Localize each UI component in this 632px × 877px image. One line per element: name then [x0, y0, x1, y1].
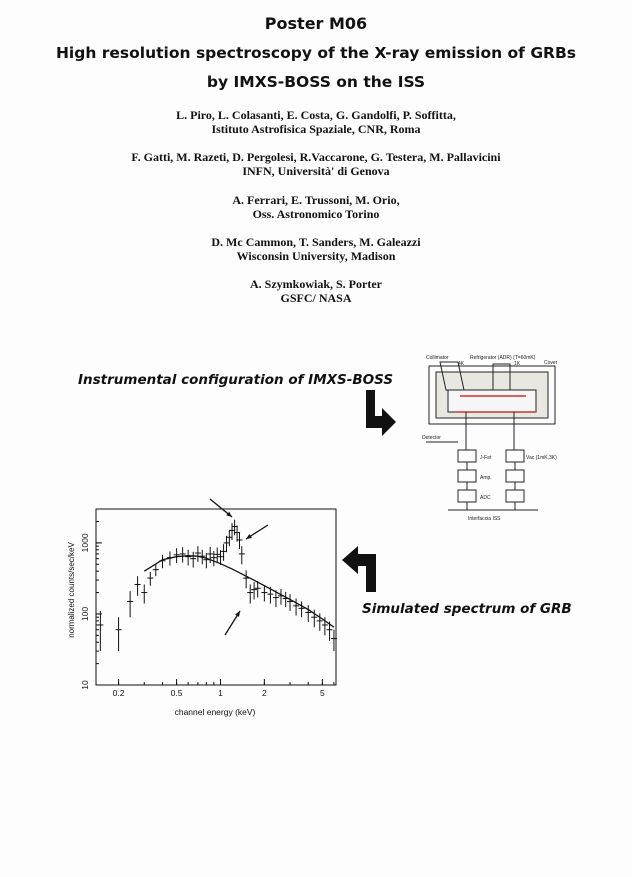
arrow-down-right-icon: [362, 388, 398, 438]
x-tick-label: 5: [320, 688, 325, 698]
x-tick-label: 0.2: [112, 688, 125, 698]
adc-box: [458, 490, 476, 502]
label-interface: Interfaccia ISS: [468, 516, 501, 522]
caption-spectrum: Simulated spectrum of GRB: [362, 601, 572, 617]
label-vac: Vac (1mK,3K): [526, 455, 557, 461]
x-tick-label: 2: [261, 688, 267, 698]
label-refrigerator: Refrigerator (ADR) (T=60mK): [470, 355, 536, 361]
label-adc: ADC: [480, 495, 491, 501]
y-tick-label: 10: [80, 680, 90, 690]
cold-stage: [448, 390, 536, 412]
author-group-3: [0, 193, 632, 221]
instrument-diagram: [418, 350, 568, 526]
poster-title-line-1: High resolution spectroscopy of the X-ray emission of GRBs: [55, 44, 577, 62]
plot-frame: [96, 509, 336, 685]
author-names: A. Ferrari, E. Trussoni, M. Orio,: [232, 193, 400, 207]
x-axis-label: channel energy (keV): [174, 707, 256, 717]
label-4k: 4K: [458, 361, 465, 367]
amp-box: [458, 470, 476, 482]
author-names: L. Piro, L. Colasanti, E. Costa, G. Gandolfi, P. Soffitta,: [176, 108, 456, 122]
author-names: F. Gatti, M. Razeti, D. Pergolesi, R.Vaccarone, G. Testera, M. Pallavicini: [131, 150, 501, 164]
label-jfet: J-Fet: [480, 455, 492, 461]
jfet-box: [458, 450, 476, 462]
y-axis-label: normalized counts/sec/keV: [67, 542, 76, 638]
label-amp: Amp.: [480, 475, 492, 481]
spectrum-chart: [60, 495, 350, 725]
x-tick-label: 1: [218, 688, 223, 698]
poster-title-line-2: by IMXS-BOSS on the ISS: [206, 73, 426, 91]
author-affiliation: Istituto Astrofisica Spaziale, CNR, Roma: [211, 122, 421, 136]
author-group-2: [0, 150, 632, 178]
label-collimator: Collimator: [426, 355, 449, 361]
author-group-5: [0, 277, 632, 305]
author-affiliation: GSFC/ NASA: [280, 291, 352, 305]
author-group-1: [0, 108, 632, 136]
author-affiliation: Oss. Astronomico Torino: [252, 207, 380, 221]
author-group-4: [0, 235, 632, 263]
caption-instrument: Instrumental configuration of IMXS-BOSS: [78, 372, 394, 388]
y-tick-label: 1000: [80, 533, 90, 553]
y-tick-label: 100: [80, 606, 90, 622]
vac-box: [506, 450, 524, 462]
label-detector: Detector: [422, 435, 441, 441]
x-tick-label: 0.5: [170, 688, 183, 698]
author-names: D. Mc Cammon, T. Sanders, M. Galeazzi: [211, 235, 421, 249]
author-names: A. Szymkowiak, S. Porter: [250, 277, 382, 291]
author-affiliation: INFN, Università' di Genova: [242, 164, 390, 178]
poster-id: Poster M06: [264, 14, 368, 33]
label-cover: Cover: [544, 360, 558, 366]
author-affiliation: Wisconsin University, Madison: [236, 249, 396, 263]
label-1k: 1K: [514, 361, 521, 367]
